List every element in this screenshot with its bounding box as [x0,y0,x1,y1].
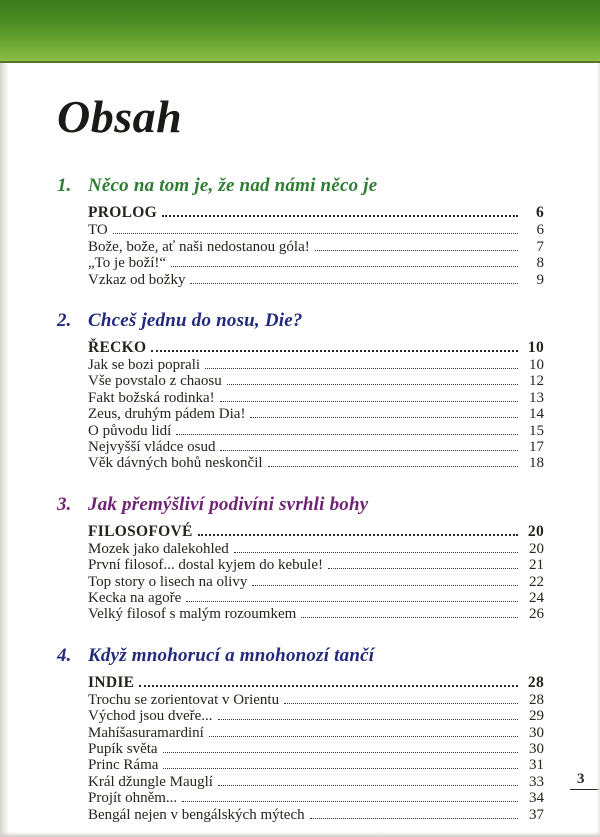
toc-entry-label: Trochu se zorientovat v Orientu [88,691,280,708]
dot-leader [163,768,518,769]
toc-entry-label: „To je boží!“ [88,255,167,272]
toc-entry-row [88,741,544,757]
header-green-band [0,0,600,63]
dot-leader [315,250,518,251]
dot-leader [190,283,518,284]
toc-section [57,494,544,623]
toc-entry-label: Vše povstalo z chaosu [88,373,222,390]
toc-entry-row [88,373,544,389]
toc-entry-row [88,590,544,606]
toc-entry-row [88,455,544,471]
toc-entry-page: 10 [527,338,544,356]
toc-section [57,175,544,288]
dot-leader [250,417,518,418]
page-number: 3 [570,771,600,790]
dot-leader [162,215,518,217]
toc-entry-row [88,757,544,773]
dot-leader [268,466,518,467]
toc-entry-row [88,255,544,271]
dot-leader [113,233,518,234]
dot-leader [205,368,518,369]
toc-entry-label: Věk dávných bohů neskončil [88,455,263,472]
toc-entry-page: 7 [536,238,544,255]
toc-entry-page: 30 [529,724,544,741]
toc-entry-label: Král džungle Mauglí [88,773,213,790]
dot-leader [186,601,518,602]
toc-entry-label: TO [88,222,108,239]
toc-entry-row [88,574,544,590]
toc-entry-label: Východ jsou dveře... [88,708,213,725]
section-rows [88,203,544,288]
toc-entry-page: 20 [529,540,544,557]
toc-entry-label: Pupík světa [88,741,158,758]
section-number: 3. [57,493,72,515]
toc-entry-page: 8 [536,255,544,272]
book-page [0,63,600,837]
dot-leader [252,585,518,586]
toc-entry-page: 26 [529,606,544,623]
toc-entry-page: 24 [529,589,544,606]
toc-chapter-row [88,522,544,541]
toc-entry-label: Mozek jako dalekohled [88,540,229,557]
section-number: 2. [57,309,72,331]
section-title: Chceš jednu do nosu, Die? [88,309,303,331]
toc-entry-row [88,708,544,724]
toc-entry-label: Bože, bože, ať naši nedostanou góla! [88,238,310,255]
toc-entry-label: Velký filosof s malým rozoumkem [88,606,297,623]
section-title: Jak přemýšliví podivíni svrhli bohy [88,493,369,515]
toc-entry-row [88,272,544,288]
toc-entry-label: FILOSOFOVÉ [88,522,193,540]
toc-entry-page: 9 [536,271,544,288]
toc-entry-row [88,239,544,255]
toc-entry-page: 17 [529,438,544,455]
dot-leader [139,685,518,687]
dot-leader [220,401,518,402]
toc-entry-page: 18 [529,455,544,472]
dot-leader [227,384,518,385]
toc-entry-label: Kecka na agoře [88,589,182,606]
dot-leader [218,785,518,786]
section-rows [88,522,544,623]
dot-leader [301,617,518,618]
toc-entry-label: Zeus, druhým pádem Dia! [88,406,246,423]
dot-leader [284,703,518,704]
toc-entry-row [88,725,544,741]
table-of-contents [57,175,544,823]
toc-entry-row [88,541,544,557]
toc-entry-label: Bengál nejen v bengálských mýtech [88,806,305,823]
dot-leader [220,450,518,451]
toc-entry-page: 6 [535,204,544,222]
section-heading [57,494,544,516]
toc-entry-page: 28 [529,691,544,708]
section-title: Něco na tom je, že nad námi něco je [88,175,378,197]
dot-leader [163,752,518,753]
toc-entry-label: ŘECKO [88,338,147,356]
toc-section [57,645,544,823]
toc-entry-page: 21 [529,557,544,574]
dot-leader [176,434,518,435]
toc-entry-row [88,790,544,806]
toc-entry-label: PROLOG [88,204,157,222]
toc-entry-label: Princ Ráma [88,757,159,774]
toc-entry-label: Nejvyšší vládce osud [88,438,216,455]
toc-entry-page: 13 [529,389,544,406]
section-rows [88,673,544,823]
dot-leader [218,719,518,720]
dot-leader [310,818,518,819]
toc-entry-row [88,807,544,823]
section-number: 4. [57,644,72,666]
toc-entry-page: 33 [529,773,544,790]
dot-leader [171,266,518,267]
dot-leader [328,568,518,569]
toc-entry-label: Jak se bozi poprali [88,356,201,373]
toc-entry-page: 37 [529,806,544,823]
toc-entry-page: 6 [536,222,544,239]
toc-entry-page: 20 [527,522,544,540]
section-rows [88,338,544,472]
toc-entry-page: 22 [529,573,544,590]
toc-entry-page: 31 [529,757,544,774]
dot-leader [234,552,518,553]
toc-entry-row [88,423,544,439]
toc-entry-page: 28 [527,673,544,691]
toc-chapter-row [88,673,544,692]
dot-leader [151,350,518,352]
toc-entry-label: Top story o lisech na olivy [88,573,248,590]
toc-entry-label: Fakt božská rodinka! [88,389,215,406]
dot-leader [182,801,518,802]
toc-entry-label: Vzkaz od božky [88,271,186,288]
toc-entry-page: 30 [529,741,544,758]
toc-chapter-row [88,203,544,222]
toc-entry-page: 34 [529,790,544,807]
toc-section [57,310,544,472]
toc-entry-label: Projít ohněm... [88,790,178,807]
toc-entry-row [88,406,544,422]
page-title: Obsah [57,91,183,142]
toc-entry-page: 10 [529,356,544,373]
toc-entry-row [88,606,544,622]
toc-entry-row [88,557,544,573]
toc-chapter-row [88,338,544,357]
toc-entry-label: První filosof... dostal kyjem do kebule! [88,557,323,574]
toc-entry-page: 15 [529,422,544,439]
section-number: 1. [57,175,72,197]
section-heading [57,175,544,197]
dot-leader [209,736,518,737]
toc-entry-row [88,439,544,455]
section-heading [57,310,544,332]
section-title: Když mnohorucí a mnohonozí tančí [88,644,375,666]
toc-entry-label: INDIE [88,673,135,691]
toc-entry-row [88,222,544,238]
dot-leader [198,534,518,536]
toc-entry-page: 29 [529,708,544,725]
section-heading [57,645,544,667]
toc-entry-row [88,774,544,790]
toc-entry-label: O původu lidí [88,422,172,439]
toc-entry-row [88,692,544,708]
toc-entry-row [88,390,544,406]
toc-entry-label: Mahíšasuramardiní [88,724,204,741]
toc-entry-row [88,357,544,373]
toc-entry-page: 12 [529,373,544,390]
toc-entry-page: 14 [529,406,544,423]
